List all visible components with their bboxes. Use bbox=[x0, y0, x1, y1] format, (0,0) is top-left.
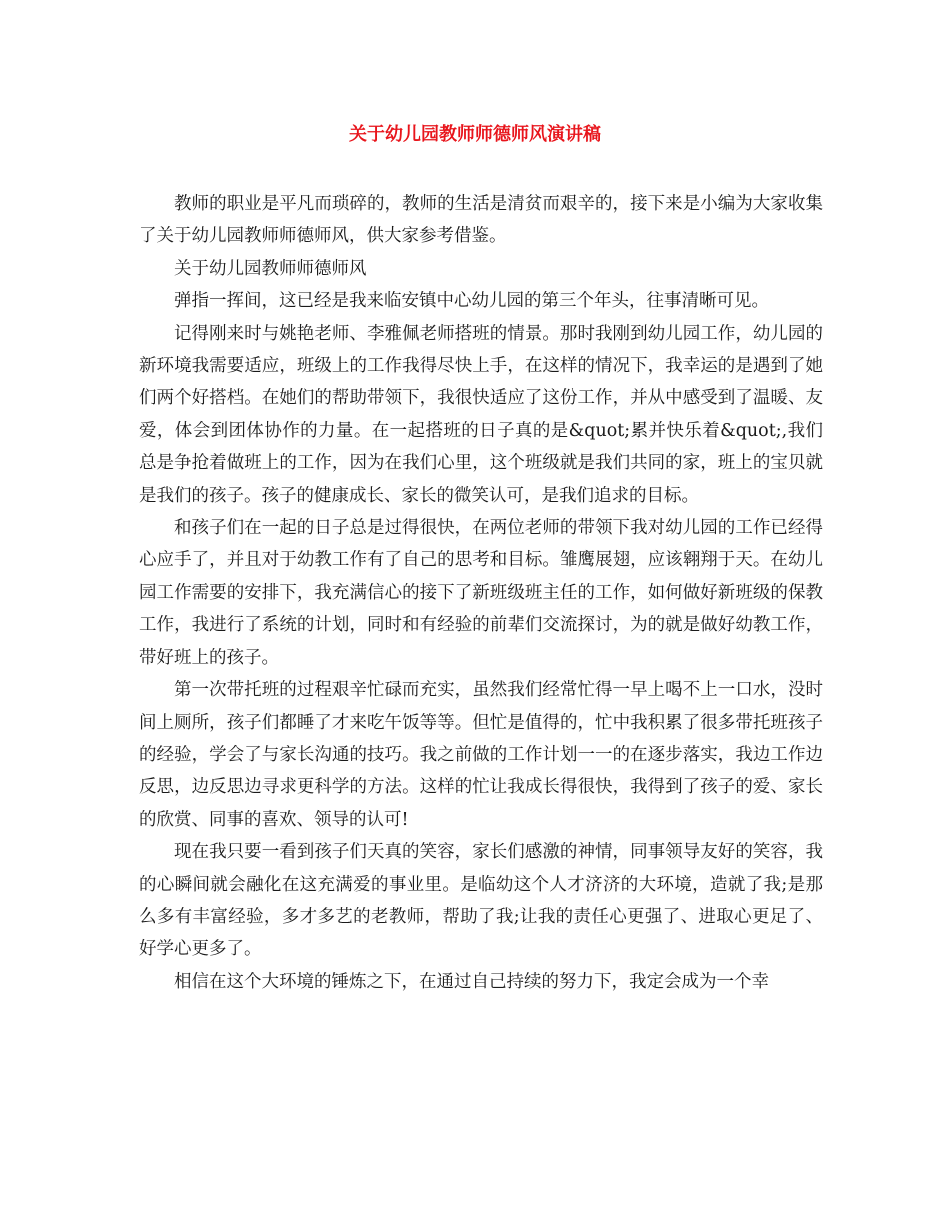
paragraph-intro: 教师的职业是平凡而琐碎的，教师的生活是清贫而艰辛的，接下来是小编为大家收集了关于幼儿园教师师德师风，供大家参考借鉴。 bbox=[139, 194, 823, 247]
paragraph-5: 和孩子们在一起的日子总是过得很快，在两位老师的带领下我对幼儿园的工作已经得心应手了，并且对于幼教工作有了自己的思考和目标。雏鹰展翅，应该翱翔于天。在幼儿园工作需要的安排下，我充满信心的接下了新班级班主任的工作，如何做好新班级的保教工作，我进行了系统的计划，同时和有经验的前辈们交流探讨，为的就是做好幼教工作，带好班上的孩子。 bbox=[139, 518, 823, 668]
paragraph-6: 第一次带托班的过程艰辛忙碌而充实，虽然我们经常忙得一早上喝不上一口水，没时间上厕所，孩子们都睡了才来吃午饭等等。但忙是值得的，忙中我积累了很多带托班孩子的经验，学会了与家长沟通的技巧。我之前做的工作计划一一的在逐步落实，我边工作边反思，边反思边寻求更科学的方法。这样的忙让我成长得很快，我得到了孩子的爱、家长的欣赏、同事的喜欢、领导的认可! bbox=[139, 680, 823, 830]
paragraph-4: 记得刚来时与姚艳老师、李雅佩老师搭班的情景。那时我刚到幼儿园工作，幼儿园的新环境我需要适应，班级上的工作我得尽快上手，在这样的情况下，我幸运的是遇到了她们两个好搭档。在她们的帮助带领下，我很快适应了这份工作，并从中感受到了温暖、友爱，体会到团体协作的力量。在一起搭班的日子真的是&quot;累并快乐着&quot;,我们总是争抢着做班上的工作，因为在我们心里，这个班级就是我们共同的家，班上的宝贝就是我们的孩子。孩子的健康成长、家长的微笑认可，是我们追求的目标。 bbox=[139, 323, 823, 506]
paragraph-subheading: 关于幼儿园教师师德师风 bbox=[174, 258, 367, 279]
paragraph-8: 相信在这个大环境的锤炼之下，在通过自己持续的努力下，我定会成为一个幸 bbox=[174, 971, 769, 992]
paragraph-3: 弹指一挥间，这已经是我来临安镇中心幼儿园的第三个年头，往事清晰可见。 bbox=[174, 291, 769, 312]
paragraph-7: 现在我只要一看到孩子们天真的笑容，家长们感激的神情，同事领导友好的笑容，我的心瞬间就会融化在这充满爱的事业里。是临幼这个人才济济的大环境，造就了我;是那么多有丰富经验，多才多艺的老教师，帮助了我;让我的责任心更强了、进取心更足了、好学心更多了。 bbox=[139, 842, 823, 960]
document-body bbox=[139, 188, 823, 998]
document-title: 关于幼儿园教师师德师风演讲稿 bbox=[349, 124, 601, 145]
